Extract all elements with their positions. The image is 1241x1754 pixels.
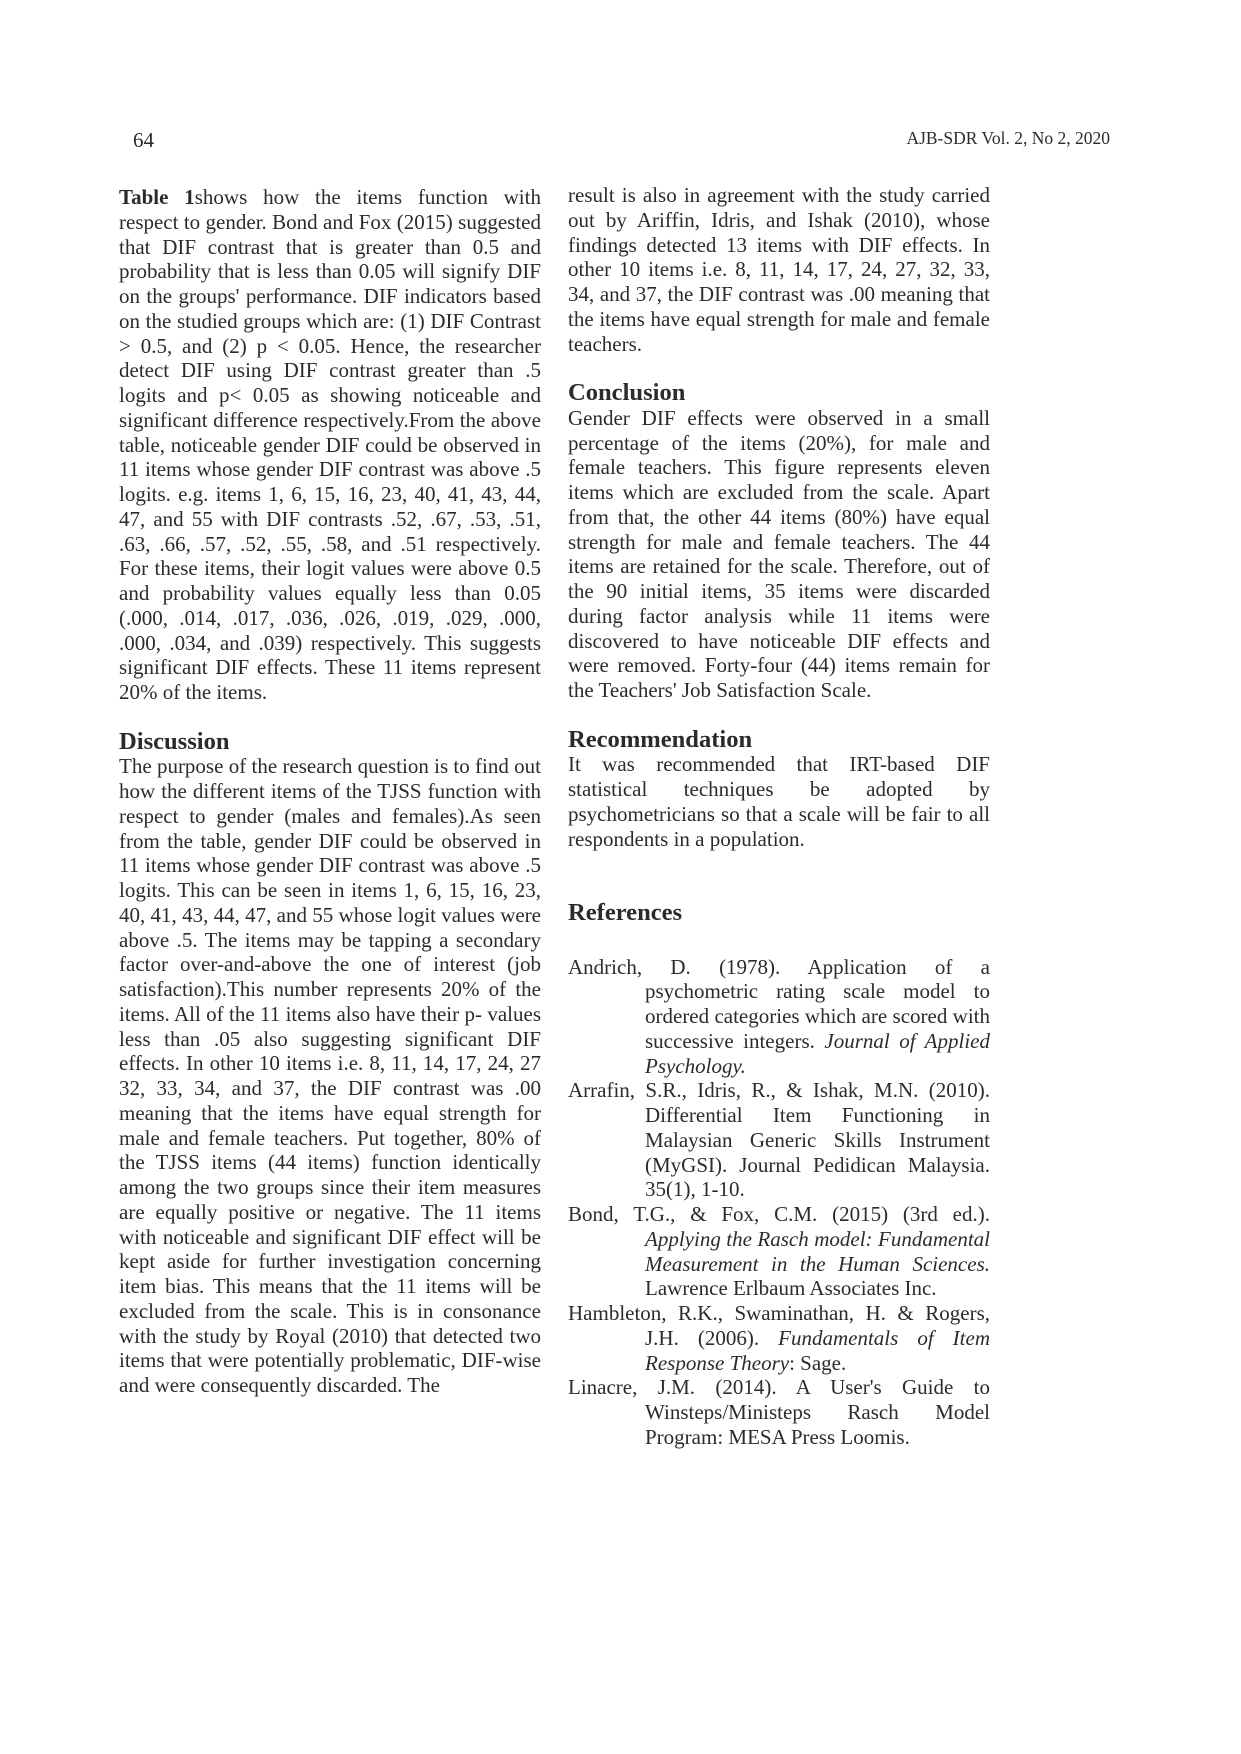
references-heading: References [568,898,683,926]
reference-text: Hambleton, R.K., Swaminathan, H. & Rogers, J.H. (2006). [568,1301,990,1350]
left-column [119,185,541,1398]
reference-item [568,955,990,1079]
reference-text: Lawrence Erlbaum Associates Inc. [645,1276,937,1301]
reference-list [568,955,990,1450]
reference-text: Andrich, D. (1978). Application of a psychometric rating scale model to ordered categories which are scored with successive integers. [568,954,990,1053]
reference-text: Arrafin, S.R., Idris, R., & Ishak, M.N. (2010). Differential Item Functioning in Malaysian Generic Skills Instrument (MyGSI). Journal Pedidican Malaysia. 35(1), 1-10. [568,1078,990,1202]
page-number: 64 [133,128,154,152]
conclusion-paragraph: Gender DIF effects were observed in a small percentage of the items (20%), for male and female teachers. This figure represents eleven items which are excluded from the scale. Apart from that, the other 44 items (80%) have equal strength for male and female teachers. The 44 items are retained for the scale. Therefore, out of the 90 initial items, 35 items were discarded during factor analysis while 11 items were discovered to have noticeable DIF effects and were removed. Forty-four (44) items remain for the Teachers' Job Satisfaction Scale. [568,405,990,702]
intro-paragraph [119,185,541,705]
reference-item [568,1375,990,1449]
table-reference: Table 1 [119,185,195,209]
discussion-heading: Discussion [119,727,230,755]
spacer [568,703,990,728]
reference-text: Bond, T.G., & Fox, C.M. (2015) (3rd ed.). [568,1202,990,1226]
intro-text: shows how the items function with respect to gender. Bond and Fox (2015) suggested that DIF contrast that is greater than 0.5 and probability that is less than 0.05 will signify DIF on the groups' performance. DIF indicators based on the studied groups which are: (1) DIF Contrast > 0.5, and (2) p < 0.05. Hence, the researcher detect DIF using DIF contrast greater than .5 logits and p< 0.05 as showing noticeable and significant difference respectively.From the above table, noticeable gender DIF could be observed in 11 items whose gender DIF contrast was above .5 logits. e.g. items 1, 6, 15, 16, 23, 40, 41, 43, 44, 47, and 55 with DIF contrasts .52, .67, .53, .51, .63, .66, .57, .52, .55, .58, and .51 respectively. For these items, their logit values were above 0.5 and probability values equally less than 0.05 (.000, .014, .017, .036, .026, .019, .029, .000, .000, .034, and .039) respectively. This suggests significant DIF effects. These 11 items represent 20% of the items. [119,185,541,704]
spacer [568,926,990,955]
reference-source-title: Journal of Applied Psychology. [645,1028,990,1078]
spacer [568,356,990,381]
reference-item [568,1301,990,1375]
reference-source-title: Applying the Rasch model: Fundamental Measurement in the Human Sciences. [645,1226,990,1276]
reference-item [568,1202,990,1301]
spacer [568,851,990,901]
reference-source-title: Fundamentals of Item Response Theory [645,1325,990,1375]
reference-item [568,1078,990,1202]
recommendation-paragraph: It was recommended that IRT-based DIF statistical techniques be adopted by psychometricians so that a scale will be fair to all respondents in a population. [568,752,990,851]
conclusion-heading: Conclusion [568,379,686,406]
reference-text: Linacre, J.M. (2014). A User's Guide to Winsteps/Ministeps Rasch Model Program: MESA Press Loomis. [568,1375,990,1449]
discussion-paragraph: The purpose of the research question is to find out how the different items of the TJSS function with respect to gender (males and females).As seen from the table, gender DIF could be observed in 11 items whose gender DIF contrast was above .5 logits. This can be seen in items 1, 6, 15, 16, 23, 40, 41, 43, 44, 47, and 55 whose logit values were above .5. The items may be tapping a secondary factor over-and-above the one of interest (job satisfaction).This number represents 20% of the items. All of the 11 items also have their p- values less than .05 also suggesting significant DIF effects. In other 10 items i.e. 8, 11, 14, 17, 24, 27 32, 33, 34, and 37, the DIF contrast was .00 meaning that the items have equal strength for male and female teachers. Put together, 80% of the TJSS items (44 items) function identically among the two groups since their item measures are equally positive or negative. The 11 items with noticeable and significant DIF effect will be kept aside for further investigation concerning item bias. This means that the 11 items will be excluded from the scale. This is in consonance with the study by Royal (2010) that detected two items that were potentially problematic, DIF-wise and were consequently discarded. The [119,754,541,1397]
running-head: AJB-SDR Vol. 2, No 2, 2020 [906,128,1110,148]
continuation-paragraph: result is also in agreement with the study carried out by Ariffin, Idris, and Ishak (2010), whose findings detected 13 items with DIF effects. In other 10 items i.e. 8, 11, 14, 17, 24, 27, 32, 33, 34, and 37, the DIF contrast was .00 meaning that the items have equal strength for male and female teachers. [568,183,990,356]
spacer [119,705,541,730]
reference-text: : Sage. [789,1350,847,1375]
recommendation-heading: Recommendation [568,725,753,753]
right-column [568,183,990,1450]
